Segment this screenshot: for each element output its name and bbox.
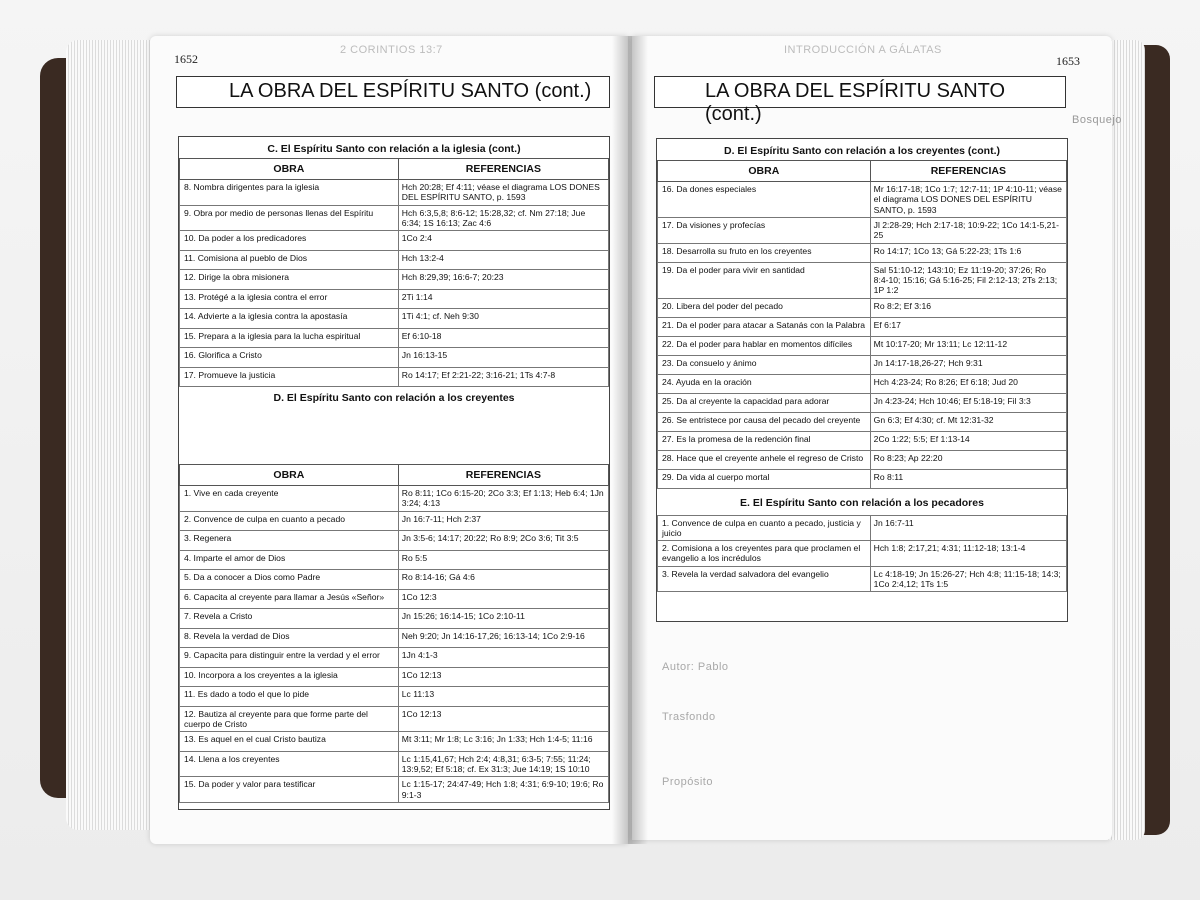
table-row [180,589,609,609]
referencias-cell: 1Co 12:3 [398,589,608,609]
section-d-table [178,464,610,810]
referencias-cell: Ro 8:11 [870,469,1066,488]
referencias-cell: Ro 8:23; Ap 22:20 [870,450,1066,469]
obra-cell: 27. Es la promesa de la redención final [658,431,871,450]
referencias-cell: Mt 10:17-20; Mr 13:11; Lc 12:11-12 [870,336,1066,355]
referencias-cell: Hch 13:2-4 [398,250,608,270]
obra-cell: 11. Es dado a todo el que lo pide [180,687,399,707]
obra-cell: 2. Comisiona a los creyentes para que proclamen el evangelio a los incrédulos [658,541,871,567]
referencias-cell: Lc 11:13 [398,687,608,707]
obra-cell: 3. Revela la verdad salvadora del evangelio [658,566,871,592]
column-header-obra: OBRA [180,465,399,486]
table-row [180,667,609,687]
page-title: LA OBRA DEL ESPÍRITU SANTO (cont.) [176,76,610,108]
referencias-cell: 1Co 2:4 [398,231,608,251]
obra-cell: 23. Da consuelo y ánimo [658,355,871,374]
table-row [658,262,1067,298]
obra-cell: 12. Bautiza al creyente para que forme parte del cuerpo de Cristo [180,706,399,732]
table-row [658,355,1067,374]
referencias-cell: Ro 8:11; 1Co 6:15-20; 2Co 3:3; Ef 1:13; Heb 6:4; 1Jn 3:24; 4:13 [398,486,608,512]
table-row [180,328,609,348]
page-number: 1652 [174,52,198,66]
referencias-cell: 1Co 12:13 [398,667,608,687]
column-header-referencias: REFERENCIAS [398,465,608,486]
referencias-cell: Ef 6:10-18 [398,328,608,348]
referencias-cell: Jn 16:7-11; Hch 2:37 [398,511,608,531]
table-row [180,777,609,803]
obra-cell: 15. Da poder y valor para testificar [180,777,399,803]
obra-cell: 2. Convence de culpa en cuanto a pecado [180,511,399,531]
obra-cell: 22. Da el poder para hablar en momentos difíciles [658,336,871,355]
table-row [180,609,609,629]
table-row [658,298,1067,317]
table-row [180,289,609,309]
section-heading: E. El Espíritu Santo con relación a los pecadores [740,496,984,509]
table-row [658,243,1067,262]
bleed-heading: Trasfondo [662,711,716,723]
obra-cell: 8. Nombra dirigentes para la iglesia [180,180,399,206]
table-row [180,486,609,512]
obra-cell: 4. Imparte el amor de Dios [180,550,399,570]
referencias-cell: Gn 6:3; Ef 4:30; cf. Mt 12:31-32 [870,412,1066,431]
table-row [658,541,1067,567]
referencias-cell: Jl 2:28-29; Hch 2:17-18; 10:9-22; 1Co 14:1-5,21-25 [870,217,1066,243]
obra-cell: 6. Capacita al creyente para llamar a Jesús «Señor» [180,589,399,609]
right-page [632,36,1122,840]
referencias-cell: Jn 14:17-18,26-27; Hch 9:31 [870,355,1066,374]
referencias-cell: Ro 5:5 [398,550,608,570]
book-gutter [612,36,648,844]
table-row [658,182,1067,218]
table-row [180,348,609,368]
obra-cell: 28. Hace que el creyente anhele el regreso de Cristo [658,450,871,469]
referencias-cell: Jn 16:7-11 [870,515,1066,541]
obra-cell: 18. Desarrolla su fruto en los creyentes [658,243,871,262]
obra-cell: 17. Promueve la justicia [180,367,399,387]
referencias-cell: Ef 6:17 [870,317,1066,336]
referencias-cell: 1Jn 4:1-3 [398,648,608,668]
table-row [658,469,1067,488]
referencias-cell: Hch 6:3,5,8; 8:6-12; 15:28,32; cf. Nm 27:18; Jue 6:34; 1S 16:13; Zac 4:6 [398,205,608,231]
left-page [150,36,628,844]
obra-cell: 15. Prepara a la iglesia para la lucha espiritual [180,328,399,348]
page-edges-left [66,40,156,830]
obra-cell: 16. Da dones especiales [658,182,871,218]
obra-cell: 9. Capacita para distinguir entre la verdad y el error [180,648,399,668]
referencias-cell: Mr 16:17-18; 1Co 1:7; 12:7-11; 1P 4:10-11; véase el diagrama LOS DONES DEL ESPÍRITU SANTO, p. 1593 [870,182,1066,218]
obra-cell: 8. Revela la verdad de Dios [180,628,399,648]
bleed-heading: Autor: Pablo [662,661,729,673]
table-row [658,317,1067,336]
table-row [180,570,609,590]
referencias-cell: Jn 3:5-6; 14:17; 20:22; Ro 8:9; 2Co 3:6; Tit 3:5 [398,531,608,551]
referencias-cell: Hch 1:8; 2:17,21; 4:31; 11:12-18; 13:1-4 [870,541,1066,567]
referencias-cell: Hch 8:29,39; 16:6-7; 20:23 [398,270,608,290]
referencias-cell: Ro 8:2; Ef 3:16 [870,298,1066,317]
obra-cell: 10. Incorpora a los creyentes a la iglesia [180,667,399,687]
column-header-obra: OBRA [658,161,871,182]
obra-cell: 5. Da a conocer a Dios como Padre [180,570,399,590]
obra-cell: 13. Protégé a la iglesia contra el error [180,289,399,309]
obra-cell: 20. Libera del poder del pecado [658,298,871,317]
table-row [180,550,609,570]
table-row [658,393,1067,412]
table-row [180,732,609,752]
table-row [180,367,609,387]
table-row [658,515,1067,541]
referencias-cell: Ro 14:17; 1Co 13; Gá 5:22-23; 1Ts 1:6 [870,243,1066,262]
referencias-cell: 1Co 12:13 [398,706,608,732]
section-heading: D. El Espíritu Santo con relación a los creyentes (cont.) [724,145,1000,157]
referencias-cell: Lc 1:15,41,67; Hch 2:4; 4:8,31; 6:3-5; 7:55; 11:24; 13:9,52; Ef 5:18; cf. Ex 31:3; Jue 14:19; 1S 10:10 [398,751,608,777]
running-head: INTRODUCCIÓN A GÁLATAS [784,44,942,56]
obra-cell: 10. Da poder a los predicadores [180,231,399,251]
section-d-cont-table [656,138,1068,622]
obra-cell: 7. Revela a Cristo [180,609,399,629]
referencias-cell: Hch 4:23-24; Ro 8:26; Ef 6:18; Jud 20 [870,374,1066,393]
referencias-cell: Hch 20:28; Ef 4:11; véase el diagrama LOS DONES DEL ESPÍRITU SANTO, p. 1593 [398,180,608,206]
table-row [658,431,1067,450]
referencias-cell: Lc 4:18-19; Jn 15:26-27; Hch 4:8; 11:15-18; 14:3; 1Co 2:4,12; 1Ts 1:5 [870,566,1066,592]
bleed-heading: Bosquejo [1072,114,1122,126]
referencias-cell: Jn 15:26; 16:14-15; 1Co 2:10-11 [398,609,608,629]
table-row [180,511,609,531]
page-number: 1653 [1056,54,1080,68]
obra-cell: 1. Convence de culpa en cuanto a pecado, justicia y juicio [658,515,871,541]
referencias-cell: Jn 16:13-15 [398,348,608,368]
obra-cell: 3. Regenera [180,531,399,551]
table-row [658,450,1067,469]
obra-cell: 12. Dirige la obra misionera [180,270,399,290]
obra-cell: 1. Vive en cada creyente [180,486,399,512]
referencias-cell: Mt 3:11; Mr 1:8; Lc 3:16; Jn 1:33; Hch 1:4-5; 11:16 [398,732,608,752]
obra-cell: 26. Se entristece por causa del pecado del creyente [658,412,871,431]
obra-cell: 19. Da el poder para vivir en santidad [658,262,871,298]
table-row [180,309,609,329]
referencias-cell: Neh 9:20; Jn 14:16-17,26; 16:13-14; 1Co 2:9-16 [398,628,608,648]
obra-cell: 17. Da visiones y profecías [658,217,871,243]
table-row [658,217,1067,243]
bleed-heading: Propósito [662,776,713,788]
obra-cell: 16. Glorifica a Cristo [180,348,399,368]
table-row [180,250,609,270]
table-row [180,180,609,206]
referencias-cell: 1Ti 4:1; cf. Neh 9:30 [398,309,608,329]
column-header-referencias: REFERENCIAS [870,161,1066,182]
obra-cell: 9. Obra por medio de personas llenas del Espíritu [180,205,399,231]
section-heading: C. El Espíritu Santo con relación a la iglesia (cont.) [267,143,521,155]
section-heading: D. El Espíritu Santo con relación a los creyentes [273,392,515,405]
table-row [180,687,609,707]
table-row [180,628,609,648]
column-header-obra: OBRA [180,159,399,180]
obra-cell: 25. Da al creyente la capacidad para adorar [658,393,871,412]
running-head: 2 CORINTIOS 13:7 [340,44,443,56]
table-row [180,706,609,732]
referencias-cell: Sal 51:10-12; 143:10; Ez 11:19-20; 37:26; Ro 8:4-10; 15:16; Gá 5:16-25; Fil 2:12-13; 2Ts 2:13; 1P 1:2 [870,262,1066,298]
referencias-cell: Lc 1:15-17; 24:47-49; Hch 1:8; 4:31; 6:9-10; 19:6; Ro 9:1-3 [398,777,608,803]
table-row [180,531,609,551]
obra-cell: 13. Es aquel en el cual Cristo bautiza [180,732,399,752]
table-row [180,205,609,231]
table-row [658,374,1067,393]
referencias-cell: Jn 4:23-24; Hch 10:46; Ef 5:18-19; Fil 3:3 [870,393,1066,412]
referencias-cell: 2Co 1:22; 5:5; Ef 1:13-14 [870,431,1066,450]
column-header-referencias: REFERENCIAS [398,159,608,180]
obra-cell: 24. Ayuda en la oración [658,374,871,393]
table-row [658,566,1067,592]
table-row [658,336,1067,355]
obra-cell: 21. Da el poder para atacar a Satanás con la Palabra [658,317,871,336]
table-row [180,270,609,290]
obra-cell: 11. Comisiona al pueblo de Dios [180,250,399,270]
table-row [180,648,609,668]
section-c-table [178,136,610,466]
table-row [180,231,609,251]
referencias-cell: Ro 14:17; Ef 2:21-22; 3:16-21; 1Ts 4:7-8 [398,367,608,387]
obra-cell: 14. Advierte a la iglesia contra la apostasía [180,309,399,329]
page-title: LA OBRA DEL ESPÍRITU SANTO (cont.) [654,76,1066,108]
table-row [180,751,609,777]
referencias-cell: 2Ti 1:14 [398,289,608,309]
obra-cell: 14. Llena a los creyentes [180,751,399,777]
table-row [658,412,1067,431]
obra-cell: 29. Da vida al cuerpo mortal [658,469,871,488]
referencias-cell: Ro 8:14-16; Gá 4:6 [398,570,608,590]
